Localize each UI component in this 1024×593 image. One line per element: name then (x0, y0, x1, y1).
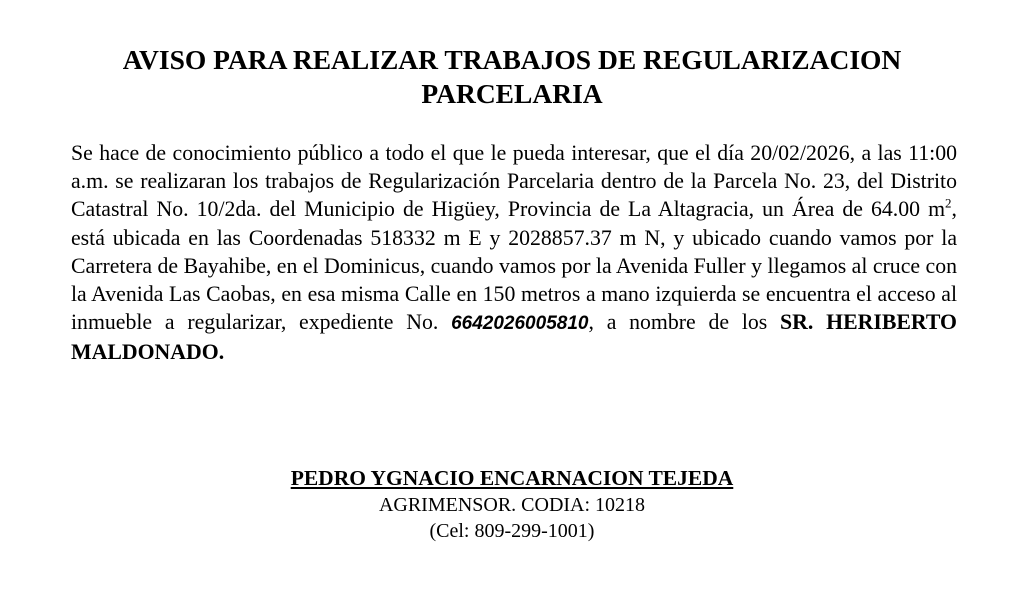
notice-body (71, 139, 957, 367)
owner-name: SR. HERIBERTO MALDONADO. (71, 310, 957, 365)
surveyor-title: AGRIMENSOR. CODIA: 10218 (378, 494, 646, 516)
signature-block (160, 465, 864, 544)
expediente-number: 6642026005810 (451, 313, 589, 335)
notice-title-line-1: AVISO PARA REALIZAR TRABAJOS DE REGULARIZACION (122, 44, 902, 75)
notice-title (60, 43, 964, 111)
notice-title-line-2: PARCELARIA (421, 78, 603, 109)
notice-body-part-2: , está ubicada en las Coordenadas 518332 m E y 2028857.37 m N, y ubicado cuando vamos por la Carretera de Bayahibe, en el Dominicus, cuando vamos por la Avenida Fuller y llegamos al cruce con la Avenida Las Caobas, en esa misma Calle en 150 metros a mano izquierda se encuentra el acceso al inmueble a regularizar, expediente No. (71, 197, 957, 335)
notice-body-part-3: , a nombre de los (588, 310, 781, 335)
surveyor-phone: (Cel: 809-299-1001) (429, 520, 595, 542)
surveyor-name: PEDRO YGNACIO ENCARNACION TEJEDA (290, 466, 734, 490)
notice-body-part-1: Se hace de conocimiento público a todo el que le pueda interesar, que el día 20/02/2026, a las 11:00 a.m. se realizaran los trabajos de Regularización Parcelaria dentro de la Parcela No. 23, del Distrito Catastral No. 10/2da. del Municipio de Higüey, Provincia de La Altagracia, un Área de 64.00 m (71, 141, 957, 222)
area-unit-superscript: 2 (945, 196, 952, 212)
